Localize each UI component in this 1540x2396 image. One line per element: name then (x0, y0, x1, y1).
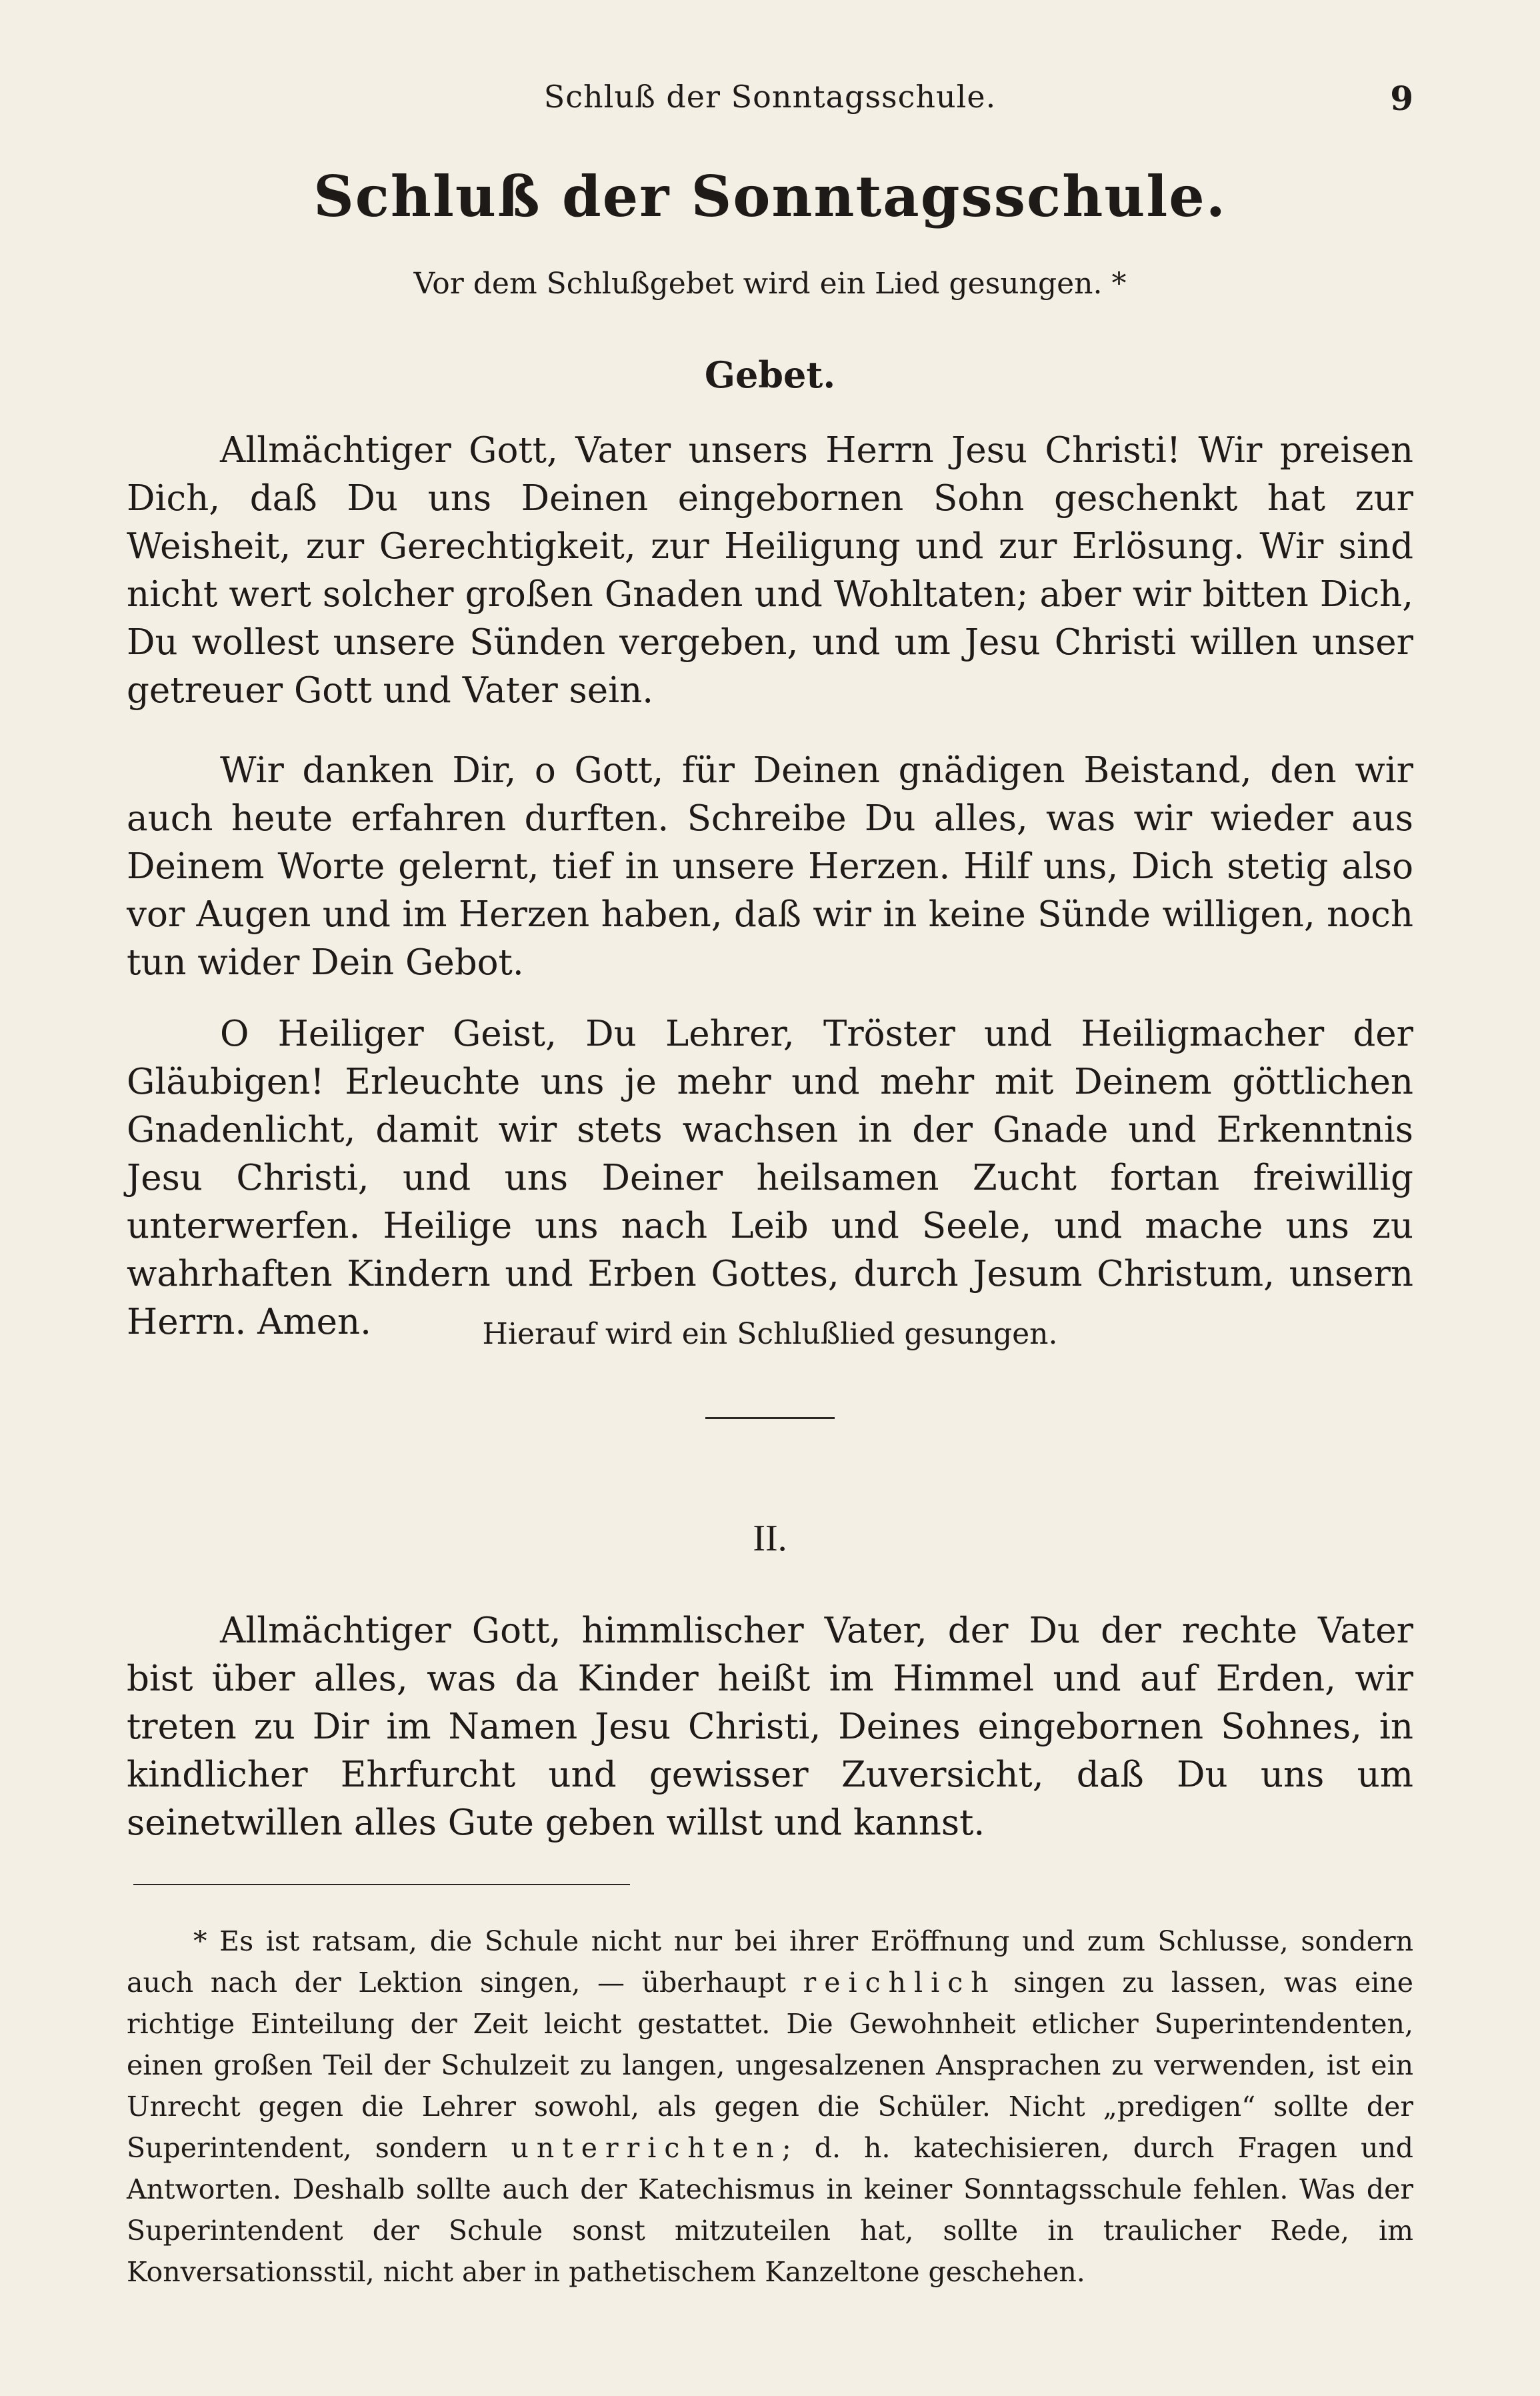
footnote-emphasis-1: reichlich (803, 1967, 997, 1999)
instruction-before-prayer: Vor dem Schlußgebet wird ein Lied gesungen. * (413, 267, 1127, 301)
page-title: Schluß der Sonntagsschule. (313, 163, 1227, 229)
prayer-paragraph-1: Allmächtiger Gott, Vater unsers Herrn Jesu Christi! Wir preisen Dich, daß Du uns Deinen eingebornen Sohn geschenkt hat zur Weisheit, zur Gerechtigkeit, zur Heiligung und zur Erlösung. Wir sind nicht wert solcher großen Gnaden und Wohltaten; aber wir bitten Dich, Du wollest unsere Sünden vergeben, und um Jesu Christi willen unser getreuer Gott und Vater sein. (127, 430, 1413, 711)
page-number: 9 (1390, 79, 1413, 118)
section-divider (705, 1417, 835, 1419)
section-number: II. (753, 1518, 787, 1559)
section-ii-paragraph: Allmächtiger Gott, himmlischer Vater, der Du der rechte Vater bist über alles, was da Kinder heißt im Himmel und auf Erden, wir treten zu Dir im Namen Jesu Christi, Deines eingebornen Sohnes, in kindlicher Ehrfurcht und gewisser Zuversicht, daß Du uns um seinetwillen alles Gute geben willst und kannst. (127, 1610, 1413, 1843)
prayer-paragraph-3: O Heiliger Geist, Du Lehrer, Tröster und Heiligmacher der Gläubigen! Erleuchte uns je mehr und mehr mit Deinem göttlichen Gnadenlicht, damit wir stets wachsen in der Gnade und Erkenntnis Jesu Christi, und uns Deiner heilsamen Zucht fortan freiwillig unterwerfen. Heilige uns nach Leib und Seele, und mache uns zu wahrhaften Kindern und Erben Gottes, durch Jesum Christum, unsern Herrn. Amen. (127, 1014, 1413, 1342)
prayer-heading: Gebet. (704, 353, 836, 396)
footnote-text-2: singen zu lassen, was eine richtige Einteilung der Zeit leicht gestattet. Die Gewohnheit etlicher Superintendenten, einen großen Teil der Schulzeit zu langen, ungesalzenen Ansprachen zu verwenden, ist ein Unrecht gegen die Lehrer sowohl, als gegen die Schüler. Nicht „predigen“ sollte der Superintendent, sondern (127, 1967, 1413, 2164)
running-head (127, 79, 1413, 125)
prayer-paragraph-2: Wir danken Dir, o Gott, für Deinen gnädigen Beistand, den wir auch heute erfahren durften. Schreibe Du alles, was wir wieder aus Deinem Worte gelernt, tief in unsere Herzen. Hilf uns, Dich stetig also vor Augen und im Herzen haben, daß wir in keine Sünde willigen, noch tun wider Dein Gebot. (127, 750, 1413, 983)
running-title: Schluß der Sonntagsschule. (543, 79, 997, 115)
footnote-text-3: ; d. h. katechisieren, durch Fragen und Antworten. Deshalb sollte auch der Katechismus in keiner Sonntagsschule fehlen. Was der Superintendent der Schule sonst mitzuteilen hat, sollte in traulicher Rede, im Konversationsstil, nicht aber in pathetischem Kanzeltone geschehen. (127, 2132, 1413, 2288)
footnote-separator (133, 1884, 630, 1885)
footnote (127, 1921, 1413, 2293)
instruction-after-prayer: Hierauf wird ein Schlußlied gesungen. (482, 1317, 1058, 1351)
footnote-text-1: * Es ist ratsam, die Schule nicht nur bei ihrer Eröffnung und zum Schlusse, sondern auch nach der Lektion singen, — überhaupt (127, 1925, 1413, 1999)
footnote-emphasis-2: unterrichten (511, 2132, 782, 2164)
